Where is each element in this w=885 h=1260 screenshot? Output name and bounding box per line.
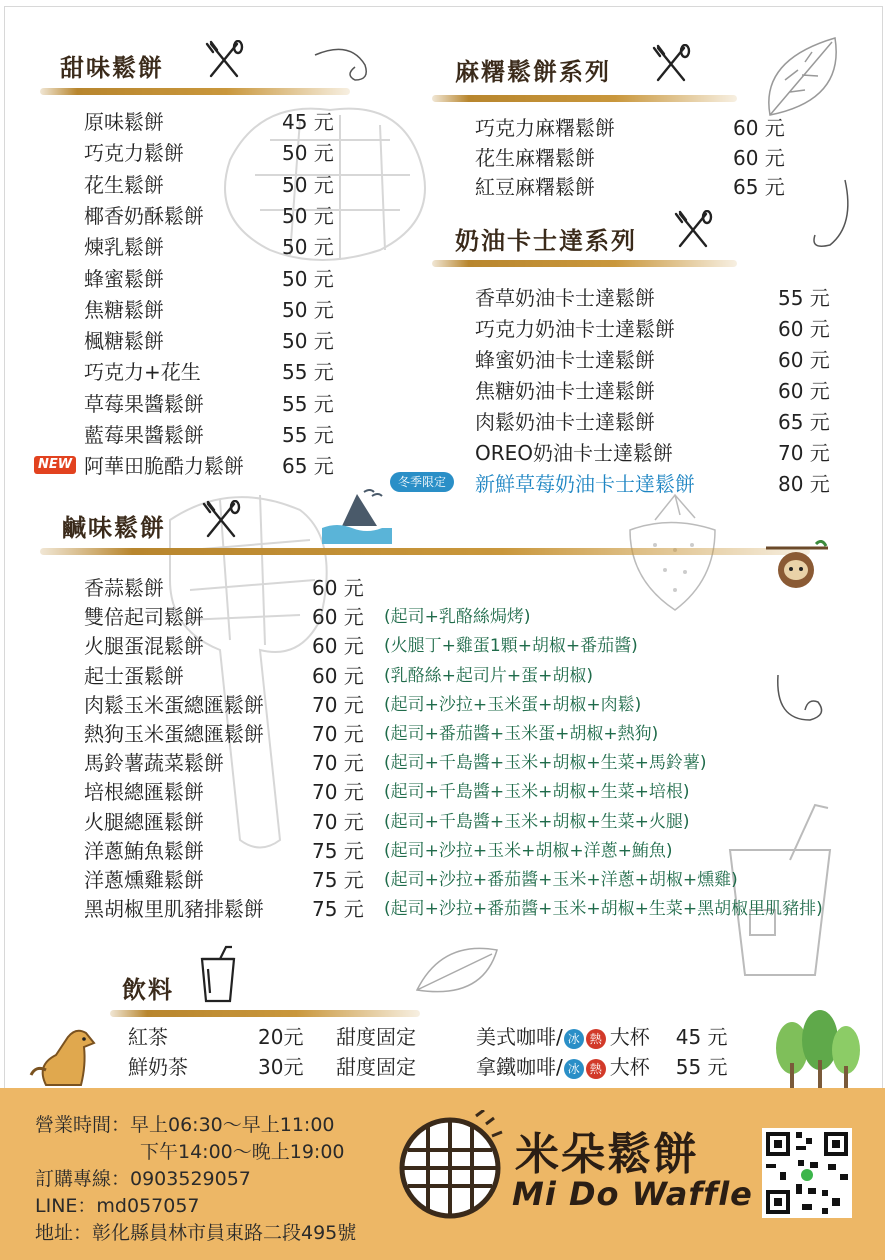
menu-item-name: 焦糖鬆餅	[84, 297, 164, 322]
menu-item-price: 60 元	[778, 348, 830, 372]
menu-item-price: 45 元	[282, 110, 334, 134]
menu-item-price: 60 元	[312, 634, 364, 659]
menu-item[interactable]	[84, 748, 864, 778]
winter-limited-badge: 冬季限定	[390, 472, 454, 492]
menu-item[interactable]	[84, 201, 444, 231]
menu-item-name: 雙倍起司鬆餅	[84, 605, 204, 630]
menu-item-price: 50 元	[282, 172, 334, 197]
menu-item[interactable]	[475, 283, 835, 313]
menu-item-name: 花生麻糬鬆餅	[475, 145, 595, 170]
menu-item-name: 蜂蜜鬆餅	[84, 266, 164, 291]
hot-option-icon[interactable]: 熱	[586, 1059, 606, 1079]
menu-item[interactable]	[475, 438, 835, 468]
menu-item[interactable]	[475, 172, 835, 202]
menu-item-price: 65 元	[282, 454, 334, 479]
menu-item-ingredients: (起司+沙拉+玉米+胡椒+洋蔥+鮪魚)	[384, 840, 673, 861]
menu-item-ingredients: (乳酪絲+起司片+蛋+胡椒)	[384, 665, 593, 686]
custard-underline	[432, 260, 737, 267]
menu-item[interactable]	[84, 631, 864, 661]
menu-item[interactable]	[475, 143, 835, 173]
menu-item[interactable]	[84, 232, 444, 262]
menu-item-name: 新鮮草莓奶油卡士達鬆餅	[475, 472, 695, 496]
business-hours-afternoon: 下午14:00～晚上19:00	[140, 1141, 345, 1163]
menu-item-price: 55 元	[778, 286, 830, 310]
menu-item-ingredients: (起司+千島醬+玉米+胡椒+生菜+馬鈴薯)	[384, 753, 707, 774]
menu-item[interactable]	[84, 295, 444, 325]
shark-illustration	[322, 486, 392, 546]
drink-item[interactable]	[476, 1052, 728, 1082]
sweet-underline	[40, 88, 350, 95]
line-id: LINE：md057057	[35, 1195, 200, 1217]
menu-item-price: 60 元	[778, 379, 830, 403]
sweetness-note: 甜度固定	[336, 1055, 416, 1079]
order-phone: 訂購專線：0903529057	[35, 1168, 251, 1190]
leaf-illustration	[760, 30, 850, 125]
menu-item[interactable]	[84, 357, 444, 387]
menu-item-name: 馬鈴薯蔬菜鬆餅	[84, 751, 224, 776]
menu-item-name: 起士蛋鬆餅	[84, 663, 184, 688]
menu-item-price: 65 元	[778, 410, 830, 434]
menu-item-name: 巧克力麻糬鬆餅	[475, 116, 615, 140]
menu-item[interactable]	[84, 807, 864, 837]
menu-item-ingredients: (火腿丁+雞蛋1顆+胡椒+番茄醬)	[384, 636, 638, 657]
fork-knife-icon	[672, 210, 714, 250]
menu-item-price: 50 元	[282, 141, 334, 166]
menu-item-name: 火腿總匯鬆餅	[84, 809, 204, 834]
menu-item-price: 70 元	[312, 809, 364, 834]
menu-item-price: 80 元	[778, 472, 830, 496]
sweet-section-title: 甜味鬆餅	[60, 54, 164, 82]
menu-item[interactable]	[84, 661, 864, 691]
menu-item-name: 椰香奶酥鬆餅	[84, 203, 204, 228]
fork-knife-icon	[203, 40, 245, 80]
menu-item[interactable]	[84, 836, 864, 866]
menu-item-name: 培根總匯鬆餅	[84, 780, 204, 805]
menu-item-name: 香蒜鬆餅	[84, 576, 164, 600]
menu-item-ingredients: (起司+千島醬+玉米+胡椒+生菜+火腿)	[384, 811, 690, 832]
cup-icon	[198, 945, 238, 1005]
menu-item-price: 50 元	[282, 235, 334, 260]
menu-item[interactable]	[84, 719, 864, 749]
iced-option-icon[interactable]: 冰	[564, 1029, 584, 1049]
drink-name: 美式咖啡/	[476, 1025, 563, 1049]
menu-item-price: 60 元	[312, 576, 364, 600]
menu-item-price: 50 元	[282, 203, 334, 228]
menu-item[interactable]	[475, 113, 835, 143]
menu-item-name: 巧克力鬆餅	[84, 141, 184, 166]
menu-item-ingredients: (起司+千島醬+玉米+胡椒+生菜+培根)	[384, 782, 690, 803]
drink-item[interactable]	[476, 1022, 728, 1052]
menu-item[interactable]	[475, 376, 835, 406]
sweetness-note: 甜度固定	[336, 1025, 416, 1049]
menu-item-name: 黑胡椒里肌豬排鬆餅	[84, 897, 264, 922]
mochi-section-title: 麻糬鬆餅系列	[455, 58, 611, 86]
menu-item-ingredients: (起司+沙拉+番茄醬+玉米+洋蔥+胡椒+燻雞)	[384, 870, 738, 890]
menu-item-price: 50 元	[282, 266, 334, 291]
leaf-illustration	[412, 940, 502, 1005]
waffle-logo	[398, 1110, 508, 1220]
brand-name-cn: 米朵鬆餅	[515, 1129, 699, 1180]
swirl-doodle	[310, 45, 380, 90]
fork-knife-icon	[200, 500, 242, 540]
menu-item-price: 75 元	[312, 897, 364, 922]
menu-item[interactable]	[84, 602, 864, 632]
menu-item-price: 75 元	[312, 838, 364, 863]
menu-item-name: 洋蔥燻雞鬆餅	[84, 868, 204, 892]
menu-item[interactable]	[475, 469, 835, 499]
menu-item-price: 55 元	[282, 423, 334, 447]
menu-item-ingredients: (起司+沙拉+番茄醬+玉米+胡椒+生菜+黑胡椒里肌豬排)	[384, 899, 823, 920]
menu-item[interactable]	[84, 573, 564, 603]
menu-item-price: 55 元	[282, 391, 334, 416]
menu-item-name: 原味鬆餅	[84, 110, 164, 134]
menu-item-name: OREO奶油卡士達鬆餅	[475, 441, 674, 465]
menu-item-ingredients: (起司+沙拉+玉米蛋+胡椒+肉鬆)	[384, 694, 642, 715]
menu-item[interactable]	[84, 777, 864, 807]
drinks-underline	[110, 1010, 420, 1017]
savory-underline	[40, 548, 810, 555]
drink-name: 鮮奶茶	[128, 1055, 188, 1079]
new-badge: NEW	[34, 456, 76, 474]
menu-item-name: 香草奶油卡士達鬆餅	[475, 286, 655, 310]
menu-item-ingredients: (起司+乳酪絲焗烤)	[384, 607, 531, 628]
menu-item-name: 楓糖鬆餅	[84, 329, 164, 354]
menu-item-name: 肉鬆玉米蛋總匯鬆餅	[84, 692, 264, 717]
menu-item-name: 焦糖奶油卡士達鬆餅	[475, 379, 655, 403]
menu-item-name: 巧克力奶油卡士達鬆餅	[475, 317, 675, 341]
drink-size: 大杯	[609, 1055, 650, 1079]
menu-item-price: 50 元	[282, 297, 334, 322]
drink-item[interactable]	[128, 1052, 416, 1082]
menu-item-name: 阿華田脆酷力鬆餅	[84, 454, 244, 479]
menu-item-price: 70 元	[312, 692, 364, 717]
menu-item[interactable]	[475, 314, 835, 344]
mochi-underline	[432, 95, 737, 102]
menu-item[interactable]	[84, 170, 444, 200]
menu-item[interactable]	[84, 420, 444, 450]
drink-price: 30元	[258, 1055, 304, 1079]
iced-option-icon[interactable]: 冰	[564, 1059, 584, 1079]
hot-option-icon[interactable]: 熱	[586, 1029, 606, 1049]
menu-item-price: 60 元	[778, 317, 830, 341]
brand-name-en: Mi Do Waffle	[512, 1175, 753, 1213]
menu-item-price: 55 元	[282, 360, 334, 385]
menu-item-price: 60 元	[733, 116, 785, 140]
menu-item-price: 60 元	[312, 663, 364, 688]
menu-item[interactable]	[84, 865, 864, 895]
custard-section-title: 奶油卡士達系列	[455, 227, 637, 255]
menu-item[interactable]	[84, 107, 444, 137]
menu-item-price: 70 元	[312, 780, 364, 805]
menu-item[interactable]	[84, 326, 444, 356]
menu-item-price: 65 元	[733, 175, 785, 199]
menu-item-price: 70 元	[312, 722, 364, 746]
menu-item-name: 熱狗玉米蛋總匯鬆餅	[84, 722, 264, 746]
menu-item[interactable]	[475, 407, 835, 437]
menu-item-price: 70 元	[312, 751, 364, 776]
menu-item-name: 煉乳鬆餅	[84, 235, 164, 260]
sloth-illustration	[764, 540, 830, 600]
drink-item[interactable]	[128, 1022, 416, 1052]
menu-item-name: 藍莓果醬鬆餅	[84, 423, 204, 447]
menu-item-name: 花生鬆餅	[84, 172, 164, 197]
drink-name: 拿鐵咖啡/	[476, 1055, 563, 1079]
menu-item[interactable]	[84, 894, 864, 924]
menu-item-price: 75 元	[312, 868, 364, 892]
tree-illustration	[770, 1008, 865, 1088]
fork-knife-icon	[650, 44, 692, 84]
menu-item[interactable]	[84, 264, 444, 294]
menu-item-price: 60 元	[312, 605, 364, 630]
menu-item[interactable]	[84, 138, 444, 168]
menu-item-price: 50 元	[282, 329, 334, 354]
drink-size: 大杯	[609, 1025, 650, 1049]
menu-item-price: 70 元	[778, 441, 830, 465]
menu-item[interactable]	[475, 345, 835, 375]
business-hours: 營業時間：早上06:30～早上11:00	[35, 1114, 335, 1136]
menu-item-name: 巧克力+花生	[84, 360, 201, 385]
menu-item-name: 蜂蜜奶油卡士達鬆餅	[475, 348, 655, 372]
menu-item-name: 火腿蛋混鬆餅	[84, 634, 204, 659]
menu-item-name: 洋蔥鮪魚鬆餅	[84, 838, 204, 863]
drink-price: 45 元	[675, 1025, 728, 1049]
dog-illustration	[26, 1025, 106, 1090]
menu-item-name: 紅豆麻糬鬆餅	[475, 175, 595, 199]
menu-item[interactable]	[84, 690, 864, 720]
drink-name: 紅茶	[128, 1025, 168, 1049]
savory-section-title: 鹹味鬆餅	[62, 514, 166, 542]
menu-item-ingredients: (起司+番茄醬+玉米蛋+胡椒+熱狗)	[384, 724, 659, 744]
drink-price: 55 元	[675, 1055, 728, 1079]
qr-code[interactable]	[762, 1128, 852, 1218]
drinks-section-title: 飲料	[122, 976, 174, 1004]
menu-item-price: 60 元	[733, 145, 785, 170]
drink-price: 20元	[258, 1025, 304, 1049]
menu-item[interactable]	[84, 389, 444, 419]
address: 地址：彰化縣員林市員東路二段495號	[35, 1222, 357, 1244]
menu-item-name: 草莓果醬鬆餅	[84, 391, 204, 416]
menu-item-name: 肉鬆奶油卡士達鬆餅	[475, 410, 655, 434]
